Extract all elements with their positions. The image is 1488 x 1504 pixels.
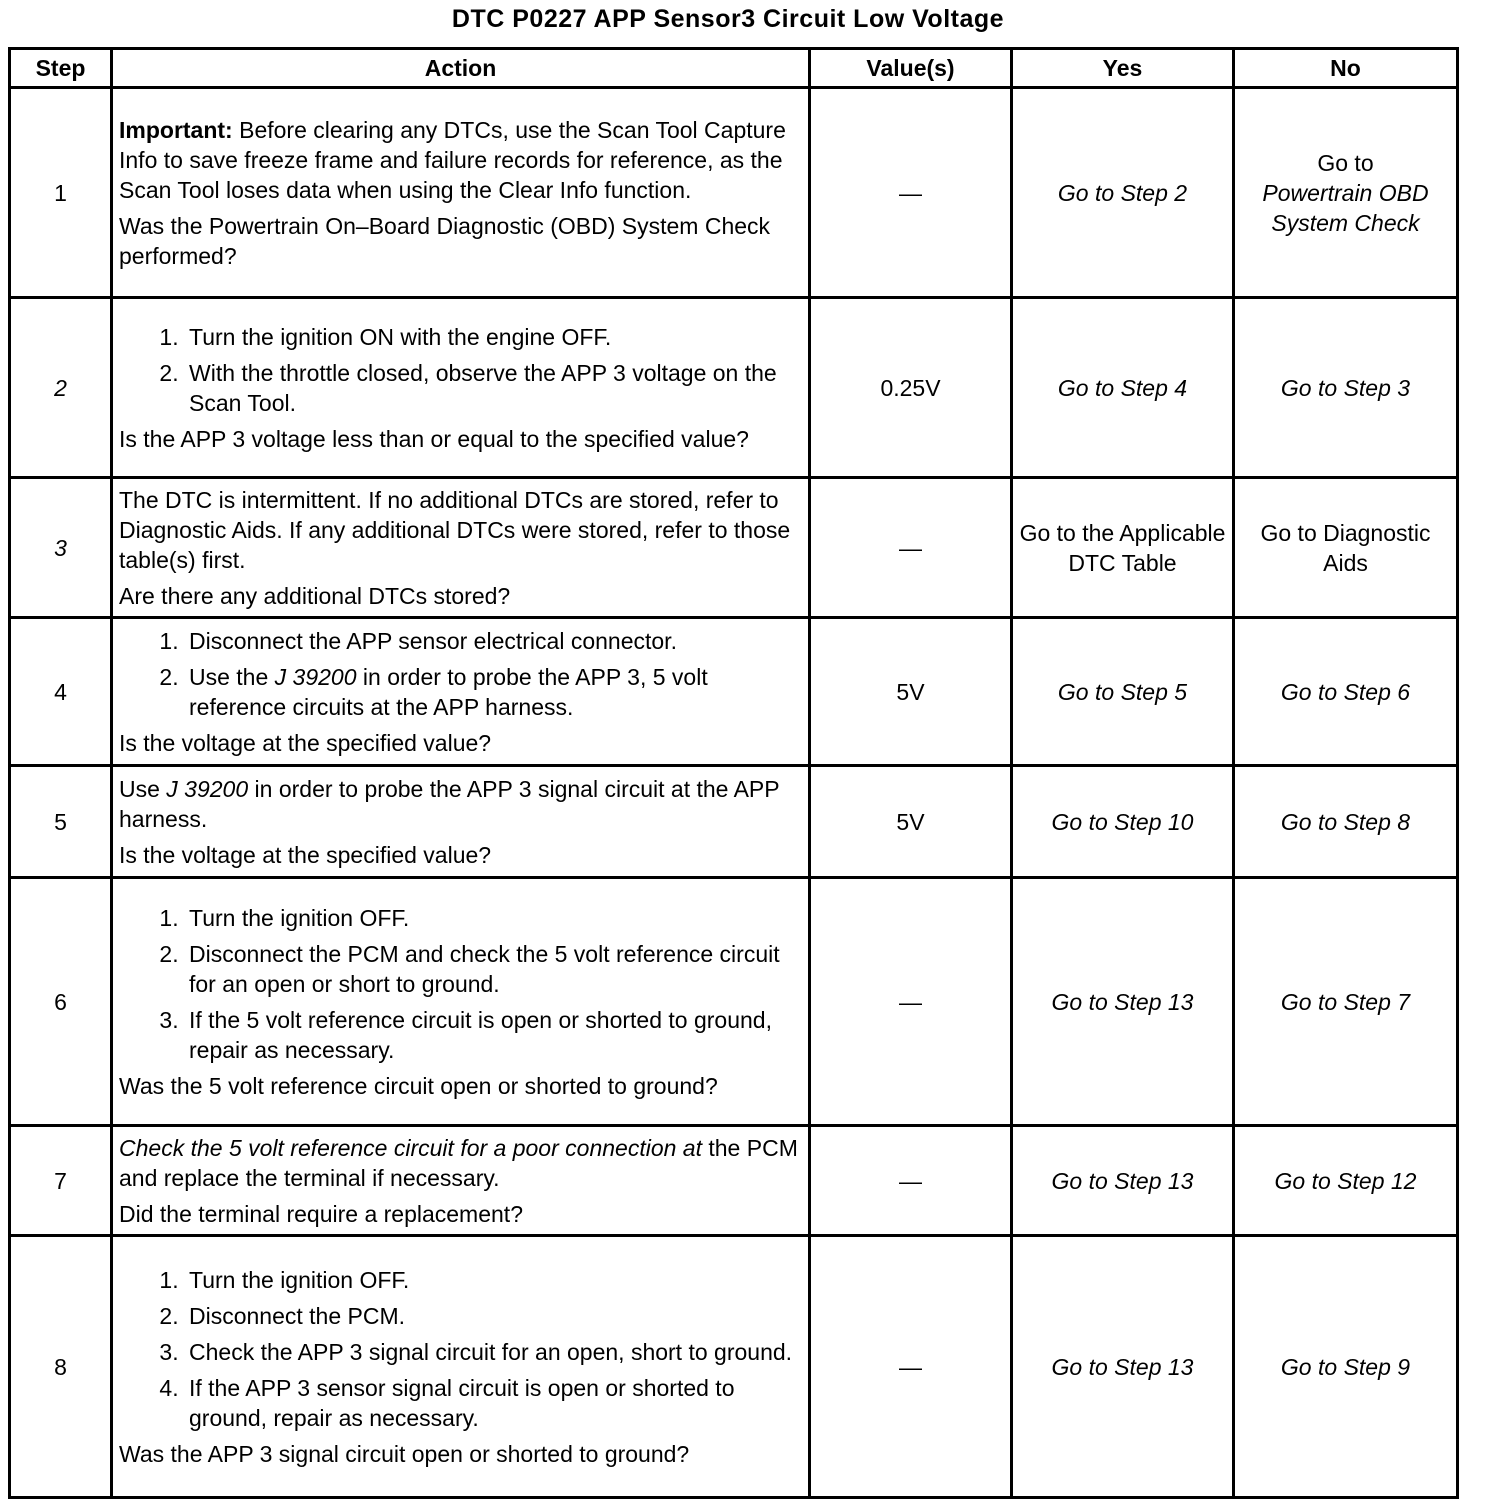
important-label: Important:: [119, 116, 233, 143]
table-row: [10, 766, 1458, 878]
value-cell: —: [810, 88, 1012, 298]
step-number: 1: [10, 88, 112, 298]
action-text: [119, 774, 802, 834]
action-question: Did the terminal require a replacement?: [119, 1200, 523, 1227]
list-item-text: Use the: [189, 663, 275, 690]
yes-cell: Go to the Applicable DTC Table: [1012, 478, 1234, 618]
action-list: [119, 903, 802, 1065]
list-item-text: in order to probe the APP 3, 5 volt reference circuits at the APP harness.: [189, 663, 708, 720]
list-item: 1. Turn the ignition OFF.: [185, 1265, 802, 1295]
important-note: [119, 115, 802, 205]
step-number: 5: [10, 766, 112, 878]
list-item: 2. Disconnect the PCM and check the 5 volt reference circuit for an open or short to ground.: [185, 939, 802, 999]
no-prefix: Go to: [1317, 149, 1374, 176]
no-cell: Go to Step 8: [1234, 766, 1458, 878]
header-no: No: [1234, 49, 1458, 88]
step-number: 6: [10, 878, 112, 1126]
action-cell: [112, 88, 810, 298]
no-cell: [1234, 88, 1458, 298]
header-action: Action: [112, 49, 810, 88]
action-text-italic: Check the 5 volt reference circuit for a poor connection at: [119, 1134, 702, 1161]
action-question: Is the APP 3 voltage less than or equal to the specified value?: [119, 425, 749, 452]
list-item: 2. Disconnect the PCM.: [185, 1301, 802, 1331]
action-list: [119, 1265, 802, 1433]
yes-cell: Go to Step 13: [1012, 878, 1234, 1126]
value-cell: 5V: [810, 766, 1012, 878]
action-cell: [112, 478, 810, 618]
action-question: Is the voltage at the specified value?: [119, 729, 492, 756]
table-row: [10, 1126, 1458, 1236]
action-text: The DTC is intermittent. If no additional DTCs are stored, refer to Diagnostic Aids. If any additional DTCs were stored, refer to those table(s) first.: [119, 486, 791, 573]
table-header-row: [10, 49, 1458, 88]
header-step: Step: [10, 49, 112, 88]
action-text-part: in order to probe the APP 3 signal circuit at the APP harness.: [119, 775, 780, 832]
list-item: 1. Turn the ignition ON with the engine OFF.: [185, 322, 802, 352]
value-cell: 5V: [810, 618, 1012, 766]
step-number: 2: [10, 298, 112, 478]
action-question: Is the voltage at the specified value?: [119, 841, 492, 868]
yes-cell: Go to Step 5: [1012, 618, 1234, 766]
no-cell: Go to Diagnostic Aids: [1234, 478, 1458, 618]
list-item: 3. Check the APP 3 signal circuit for an open, short to ground.: [185, 1337, 802, 1367]
table-row: [10, 878, 1458, 1126]
tool-name: J 39200: [274, 663, 357, 690]
list-item: [185, 662, 802, 722]
action-cell: [112, 1236, 810, 1498]
no-cell: Go to Step 9: [1234, 1236, 1458, 1498]
action-cell: [112, 766, 810, 878]
no-cell: Go to Step 6: [1234, 618, 1458, 766]
list-item: 4. If the APP 3 sensor signal circuit is open or shorted to ground, repair as necessary.: [185, 1373, 802, 1433]
action-cell: [112, 1126, 810, 1236]
tool-name: J 39200: [166, 775, 249, 802]
step-number: 7: [10, 1126, 112, 1236]
value-cell: —: [810, 1236, 1012, 1498]
important-text: Before clearing any DTCs, use the Scan Tool Capture Info to save freeze frame and failure records for reference, as the Scan Tool loses data when using the Clear Info function.: [119, 116, 786, 203]
action-text-part: the PCM and replace the terminal if necessary.: [119, 1134, 798, 1191]
action-cell: [112, 298, 810, 478]
list-item: 1. Turn the ignition OFF.: [185, 903, 802, 933]
page-title: DTC P0227 APP Sensor3 Circuit Low Voltage: [451, 5, 1005, 33]
action-question: Was the APP 3 signal circuit open or shorted to ground?: [119, 1440, 690, 1467]
list-item: 2. With the throttle closed, observe the APP 3 voltage on the Scan Tool.: [185, 358, 802, 418]
no-link: Powertrain OBD System Check: [1262, 179, 1429, 236]
action-text-part: Use: [119, 775, 167, 802]
no-cell: Go to Step 12: [1234, 1126, 1458, 1236]
value-cell: 0.25V: [810, 298, 1012, 478]
no-cell: Go to Step 3: [1234, 298, 1458, 478]
step-number: 3: [10, 478, 112, 618]
yes-cell: Go to Step 4: [1012, 298, 1234, 478]
yes-cell: Go to Step 13: [1012, 1126, 1234, 1236]
yes-cell: Go to Step 13: [1012, 1236, 1234, 1498]
table-row: [10, 478, 1458, 618]
header-value: Value(s): [810, 49, 1012, 88]
action-cell: [112, 618, 810, 766]
list-item: 3. If the 5 volt reference circuit is open or shorted to ground, repair as necessary.: [185, 1005, 802, 1065]
action-question: Was the 5 volt reference circuit open or shorted to ground?: [119, 1072, 718, 1099]
table-row: [10, 88, 1458, 298]
table-row: [10, 298, 1458, 478]
action-cell: [112, 878, 810, 1126]
no-cell: Go to Step 7: [1234, 878, 1458, 1126]
header-yes: Yes: [1012, 49, 1234, 88]
step-number: 8: [10, 1236, 112, 1498]
value-cell: —: [810, 878, 1012, 1126]
value-cell: —: [810, 478, 1012, 618]
table-row: [10, 618, 1458, 766]
step-number: 4: [10, 618, 112, 766]
action-question: Are there any additional DTCs stored?: [119, 582, 511, 609]
yes-cell: Go to Step 10: [1012, 766, 1234, 878]
action-list: [119, 626, 802, 722]
action-list: [119, 322, 802, 418]
value-cell: —: [810, 1126, 1012, 1236]
diagnostic-table: [8, 47, 1459, 1499]
action-text: [119, 1133, 802, 1193]
action-question: Was the Powertrain On–Board Diagnostic (OBD) System Check performed?: [119, 212, 771, 269]
yes-cell: Go to Step 2: [1012, 88, 1234, 298]
list-item: 1. Disconnect the APP sensor electrical connector.: [185, 626, 802, 656]
table-row: [10, 1236, 1458, 1498]
